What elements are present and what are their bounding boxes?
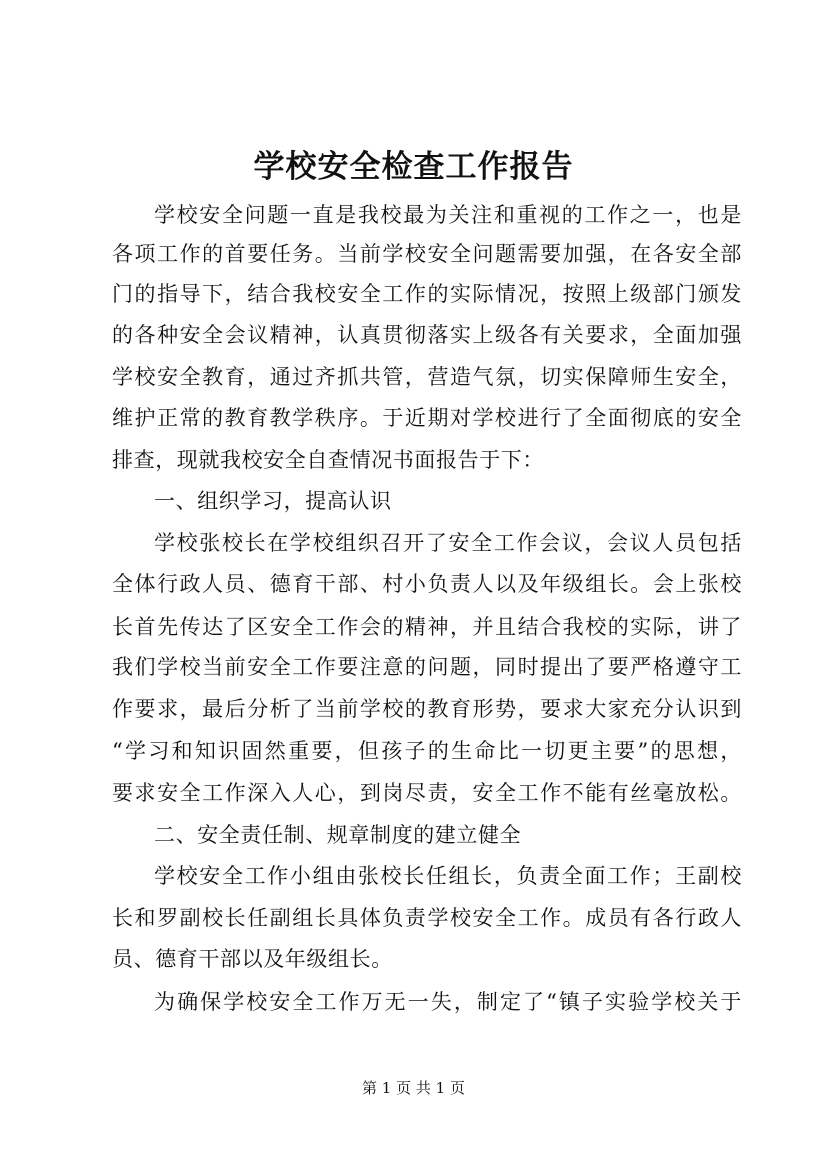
document-title: 学校安全检查工作报告 (253, 149, 574, 185)
body-line: 我们学校当前安全工作要注意的问题，同时提出了要严格遵守工 (112, 655, 742, 679)
body-line: 学校张校长在学校组织召开了安全工作会议，会议人员包括 (154, 531, 742, 555)
body-line: “学习和知识固然重要，但孩子的生命比一切更主要”的思想， (112, 739, 742, 763)
body-line: 长首先传达了区安全工作会的精神，并且结合我校的实际，讲了 (112, 615, 742, 639)
body-line: 排查，现就我校安全自查情况书面报告于下： (112, 448, 544, 472)
body-line: 作要求，最后分析了当前学校的教育形势，要求大家充分认识到 (112, 697, 742, 721)
body-line: 门的指导下，结合我校安全工作的实际情况，按照上级部门颁发 (112, 282, 742, 306)
body-line: 全体行政人员、德育干部、村小负责人以及年级组长。会上张校 (112, 572, 742, 596)
body-line: 员、德育干部以及年级组长。 (112, 947, 393, 971)
section-heading: 二、安全责任制、规章制度的建立健全 (154, 823, 522, 847)
section-heading: 一、组织学习，提高认识 (154, 489, 392, 513)
body-line: 为确保学校安全工作万无一失，制定了“镇子实验学校关于 (154, 990, 742, 1014)
body-line: 各项工作的首要任务。当前学校安全问题需要加强，在各安全部 (112, 242, 742, 266)
body-line: 学校安全教育，通过齐抓共管，营造气氛，切实保障师生安全， (112, 365, 742, 389)
body-line: 要求安全工作深入人心，到岗尽责，安全工作不能有丝毫放松。 (112, 781, 742, 805)
body-line: 学校安全问题一直是我校最为关注和重视的工作之一，也是 (154, 203, 742, 227)
body-line: 学校安全工作小组由张校长任组长，负责全面工作；王副校 (154, 864, 742, 888)
body-line: 长和罗副校长任副组长具体负责学校安全工作。成员有各行政人 (112, 906, 742, 930)
body-line: 维护正常的教育教学秩序。于近期对学校进行了全面彻底的安全 (112, 406, 742, 430)
body-line: 的各种安全会议精神，认真贯彻落实上级各有关要求，全面加强 (112, 323, 742, 347)
page-footer: 第 1 页 共 1 页 (362, 1079, 465, 1097)
